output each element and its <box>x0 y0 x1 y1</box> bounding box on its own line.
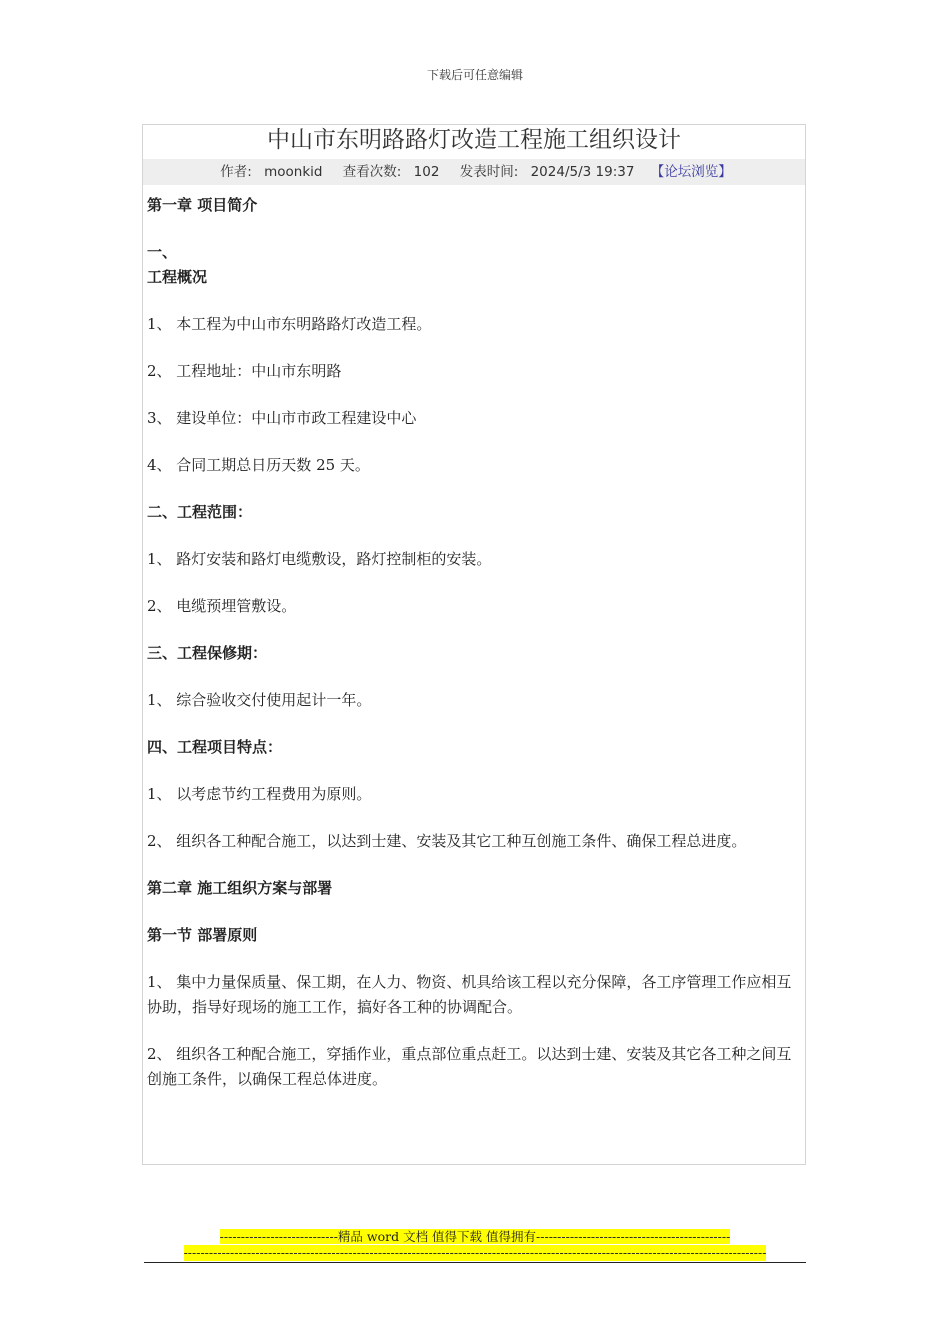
section-3-heading: 三、工程保修期： <box>147 644 268 662</box>
paragraph: 4、 合同工期总日历天数 25 天。 <box>147 456 370 474</box>
paragraph: 3、 建设单位：中山市市政工程建设中心 <box>147 409 417 427</box>
chapter-2-heading: 第二章 施工组织方案与部署 <box>147 879 333 897</box>
view-count: 查看次数: 102 <box>342 164 440 180</box>
section-1-number: 一、 <box>147 243 178 261</box>
paragraph: 2、 电缆预埋管敷设。 <box>147 597 297 615</box>
section-4-heading: 四、工程项目特点： <box>147 738 283 756</box>
paragraph: 2、 组织各工种配合施工，穿插作业，重点部位重点赶工。以达到士建、安装及其它各工种之间互创施工条件，以确保工程总体进度。 <box>147 1045 792 1088</box>
footer-rule <box>144 1262 806 1263</box>
forum-view-link[interactable]: 【论坛浏览】 <box>650 164 732 180</box>
paragraph: 1、 集中力量保质量、保工期，在人力、物资、机具给该工程以充分保障，各工序管理工作应相互协助，指导好现场的施工工作，搞好各工种的协调配合。 <box>147 973 792 1016</box>
article-meta <box>143 159 805 185</box>
footer-line-2: ------------------------------------------------------------------------------------------------------------------------------------------ <box>183 1245 767 1260</box>
article-frame <box>142 124 806 1165</box>
paragraph: 2、 工程地址：中山市东明路 <box>147 362 342 380</box>
footer-line-1: ----------------------------精品 word 文档 值得下载 值得拥有---------------------------------------------- <box>219 1229 731 1244</box>
footer-banner <box>0 1229 950 1261</box>
article-title: 中山市东明路路灯改造工程施工组织设计 <box>267 127 681 153</box>
author-info: 作者: moonkid <box>220 164 323 180</box>
section-heading: 第一节 部署原则 <box>147 926 258 944</box>
paragraph: 1、 综合验收交付使用起计一年。 <box>147 691 372 709</box>
paragraph: 2、 组织各工种配合施工，以达到士建、安装及其它工种互创施工条件、确保工程总进度。 <box>147 832 747 850</box>
article-body <box>143 185 805 1092</box>
paragraph: 1、 路灯安装和路灯电缆敷设，路灯控制柜的安装。 <box>147 550 492 568</box>
chapter-1-heading: 第一章 项目简介 <box>147 196 258 214</box>
section-1-heading: 工程概况 <box>147 268 208 286</box>
author-name: moonkid <box>264 164 323 180</box>
paragraph: 1、 本工程为中山市东明路路灯改造工程。 <box>147 315 432 333</box>
publish-time: 发表时间: 2024/5/3 19:37 <box>459 164 635 180</box>
paragraph: 1、 以考虑节约工程费用为原则。 <box>147 785 372 803</box>
section-2-heading: 二、工程范围： <box>147 503 253 521</box>
header-note: 下载后可任意编辑 <box>426 68 523 82</box>
